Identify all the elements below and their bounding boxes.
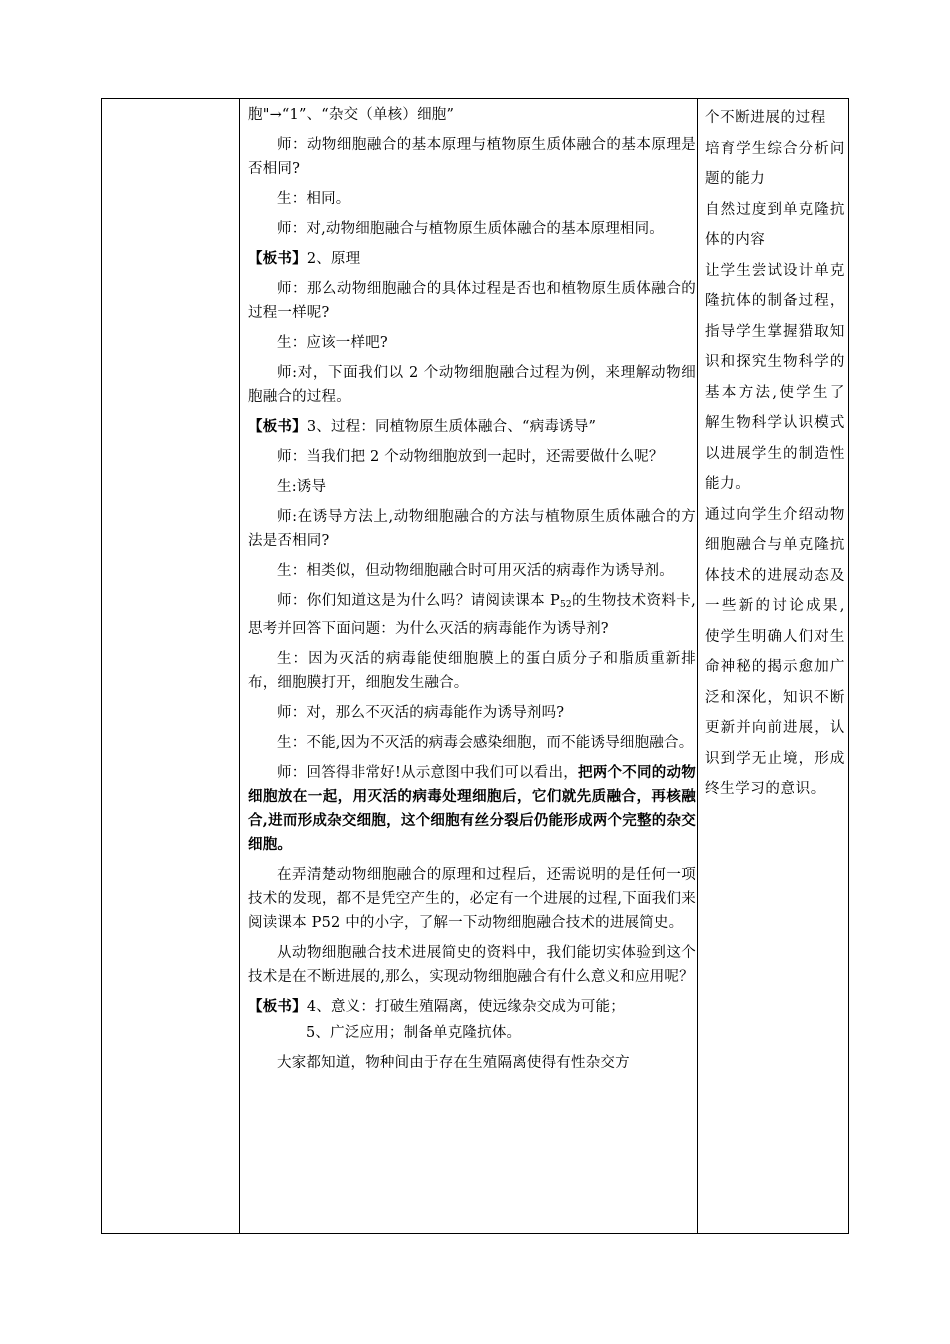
blackboard-text: 4、意义：打破生殖隔离，使远缘杂交成为可能； [306, 999, 625, 1015]
student-line: 生：相同。 [277, 191, 351, 207]
teacher-text: 师：回答得非常好!从示意图中我们可以看出， [277, 765, 579, 781]
paragraph: 在弄清楚动物细胞融合的原理和过程后，还需说明的是任何一项技术的发现，都不是凭空产生的，必定有一个进展的过程,下面我们来阅读课本 P52 中的小字，了解一下动物细胞融合技术的进展简史。 [248, 867, 696, 931]
blackboard-text: 5、广泛应用；制备单克隆抗体。 [306, 1025, 522, 1041]
teacher-line: 师:在诱导方法上,动物细胞融合的方法与植物原生质体融合的方法是否相同? [248, 509, 696, 549]
blackboard-text: 3、过程：同植物原生质体融合、“病毒诱导” [306, 419, 597, 435]
student-line: 生：不能,因为不灭活的病毒会感染细胞，而不能诱导细胞融合。 [277, 735, 694, 751]
note: 自然过度到单克隆抗体的内容 [705, 201, 845, 248]
teaching-process-column [248, 103, 696, 1081]
teacher-line [248, 589, 696, 641]
teacher-line: 师：对，那么不灭活的病毒能作为诱导剂吗? [277, 705, 565, 721]
lesson-table [101, 98, 849, 1234]
teacher-text: 的生物技术资料卡,思考并回答下面问题：为什么灭活的病毒能作为诱导剂? [248, 593, 696, 637]
column-divider-2 [697, 99, 698, 1233]
student-line: 生：应该一样吧? [277, 335, 388, 351]
blackboard-note [248, 247, 696, 271]
emphasized-text: 把两个不同的动物细胞放在一起，用灭活的病毒处理细胞后，它们就先质融合，再核融合,进而形成杂交细胞，这个细胞有丝分裂后仍能形成两个完整的杂交细胞。 [248, 764, 696, 853]
blackboard-tag: 【板书】 [248, 418, 307, 435]
teacher-text: 师：你们知道这是为什么吗？请阅读课本 P [277, 593, 560, 609]
paragraph: 大家都知道，物种间由于存在生殖隔离使得有性杂交方 [277, 1055, 630, 1071]
teacher-line: 师:对，下面我们以 2 个动物细胞融合过程为例，来理解动物细胞融合的过程。 [248, 365, 696, 405]
student-line: 生：相类似，但动物细胞融合时可用灭活的病毒作为诱导剂。 [277, 563, 674, 579]
note: 个不断进展的过程 [705, 110, 826, 126]
page-subscript: 52 [560, 600, 572, 610]
teacher-line: 师：当我们把 2 个动物细胞放到一起时，还需要做什么呢？ [277, 449, 664, 465]
blackboard-note [248, 995, 696, 1019]
paragraph: 从动物细胞融合技术进展简史的资料中，我们能切实体验到这个技术是在不断进展的,那么，实现动物细胞融合有什么意义和应用呢？ [248, 945, 696, 985]
design-intent-column [705, 103, 845, 805]
blackboard-text: 2、原理 [306, 251, 361, 267]
student-line: 生：因为灭活的病毒能使细胞膜上的蛋白质分子和脂质重新排布，细胞膜打开，细胞发生融合。 [248, 651, 696, 691]
note: 通过向学生介绍动物细胞融合与单克隆抗体技术的进展动态及一些新的讨论成果,使学生明确人们对生命神秘的揭示愈加广泛和深化，知识不断更新并向前进展，认识到学无止境，形成终生学习的意识。 [705, 506, 845, 797]
teacher-line [248, 761, 696, 857]
note: 让学生尝试设计单克隆抗体的制备过程，指导学生掌握猎取知识和探究生物科学的基本方法,使学生了解生物科学认识模式以进展学生的制造性能力。 [705, 262, 845, 492]
blackboard-tag: 【板书】 [248, 250, 307, 267]
note: 培育学生综合分析问题的能力 [705, 140, 845, 187]
student-line: 生:诱导 [277, 479, 327, 495]
teacher-line: 师：动物细胞融合的基本原理与植物原生质体融合的基本原理是否相同? [248, 137, 696, 177]
paragraph: 胞"→“1”、“杂交（单核）细胞” [248, 107, 455, 123]
blackboard-tag: 【板书】 [248, 998, 307, 1015]
teacher-line: 师：那么动物细胞融合的具体过程是否也和植物原生质体融合的过程一样呢? [248, 281, 696, 321]
blackboard-note [248, 415, 696, 439]
teacher-line: 师：对,动物细胞融合与植物原生质体融合的基本原理相同。 [277, 221, 665, 237]
column-divider-1 [239, 99, 240, 1233]
